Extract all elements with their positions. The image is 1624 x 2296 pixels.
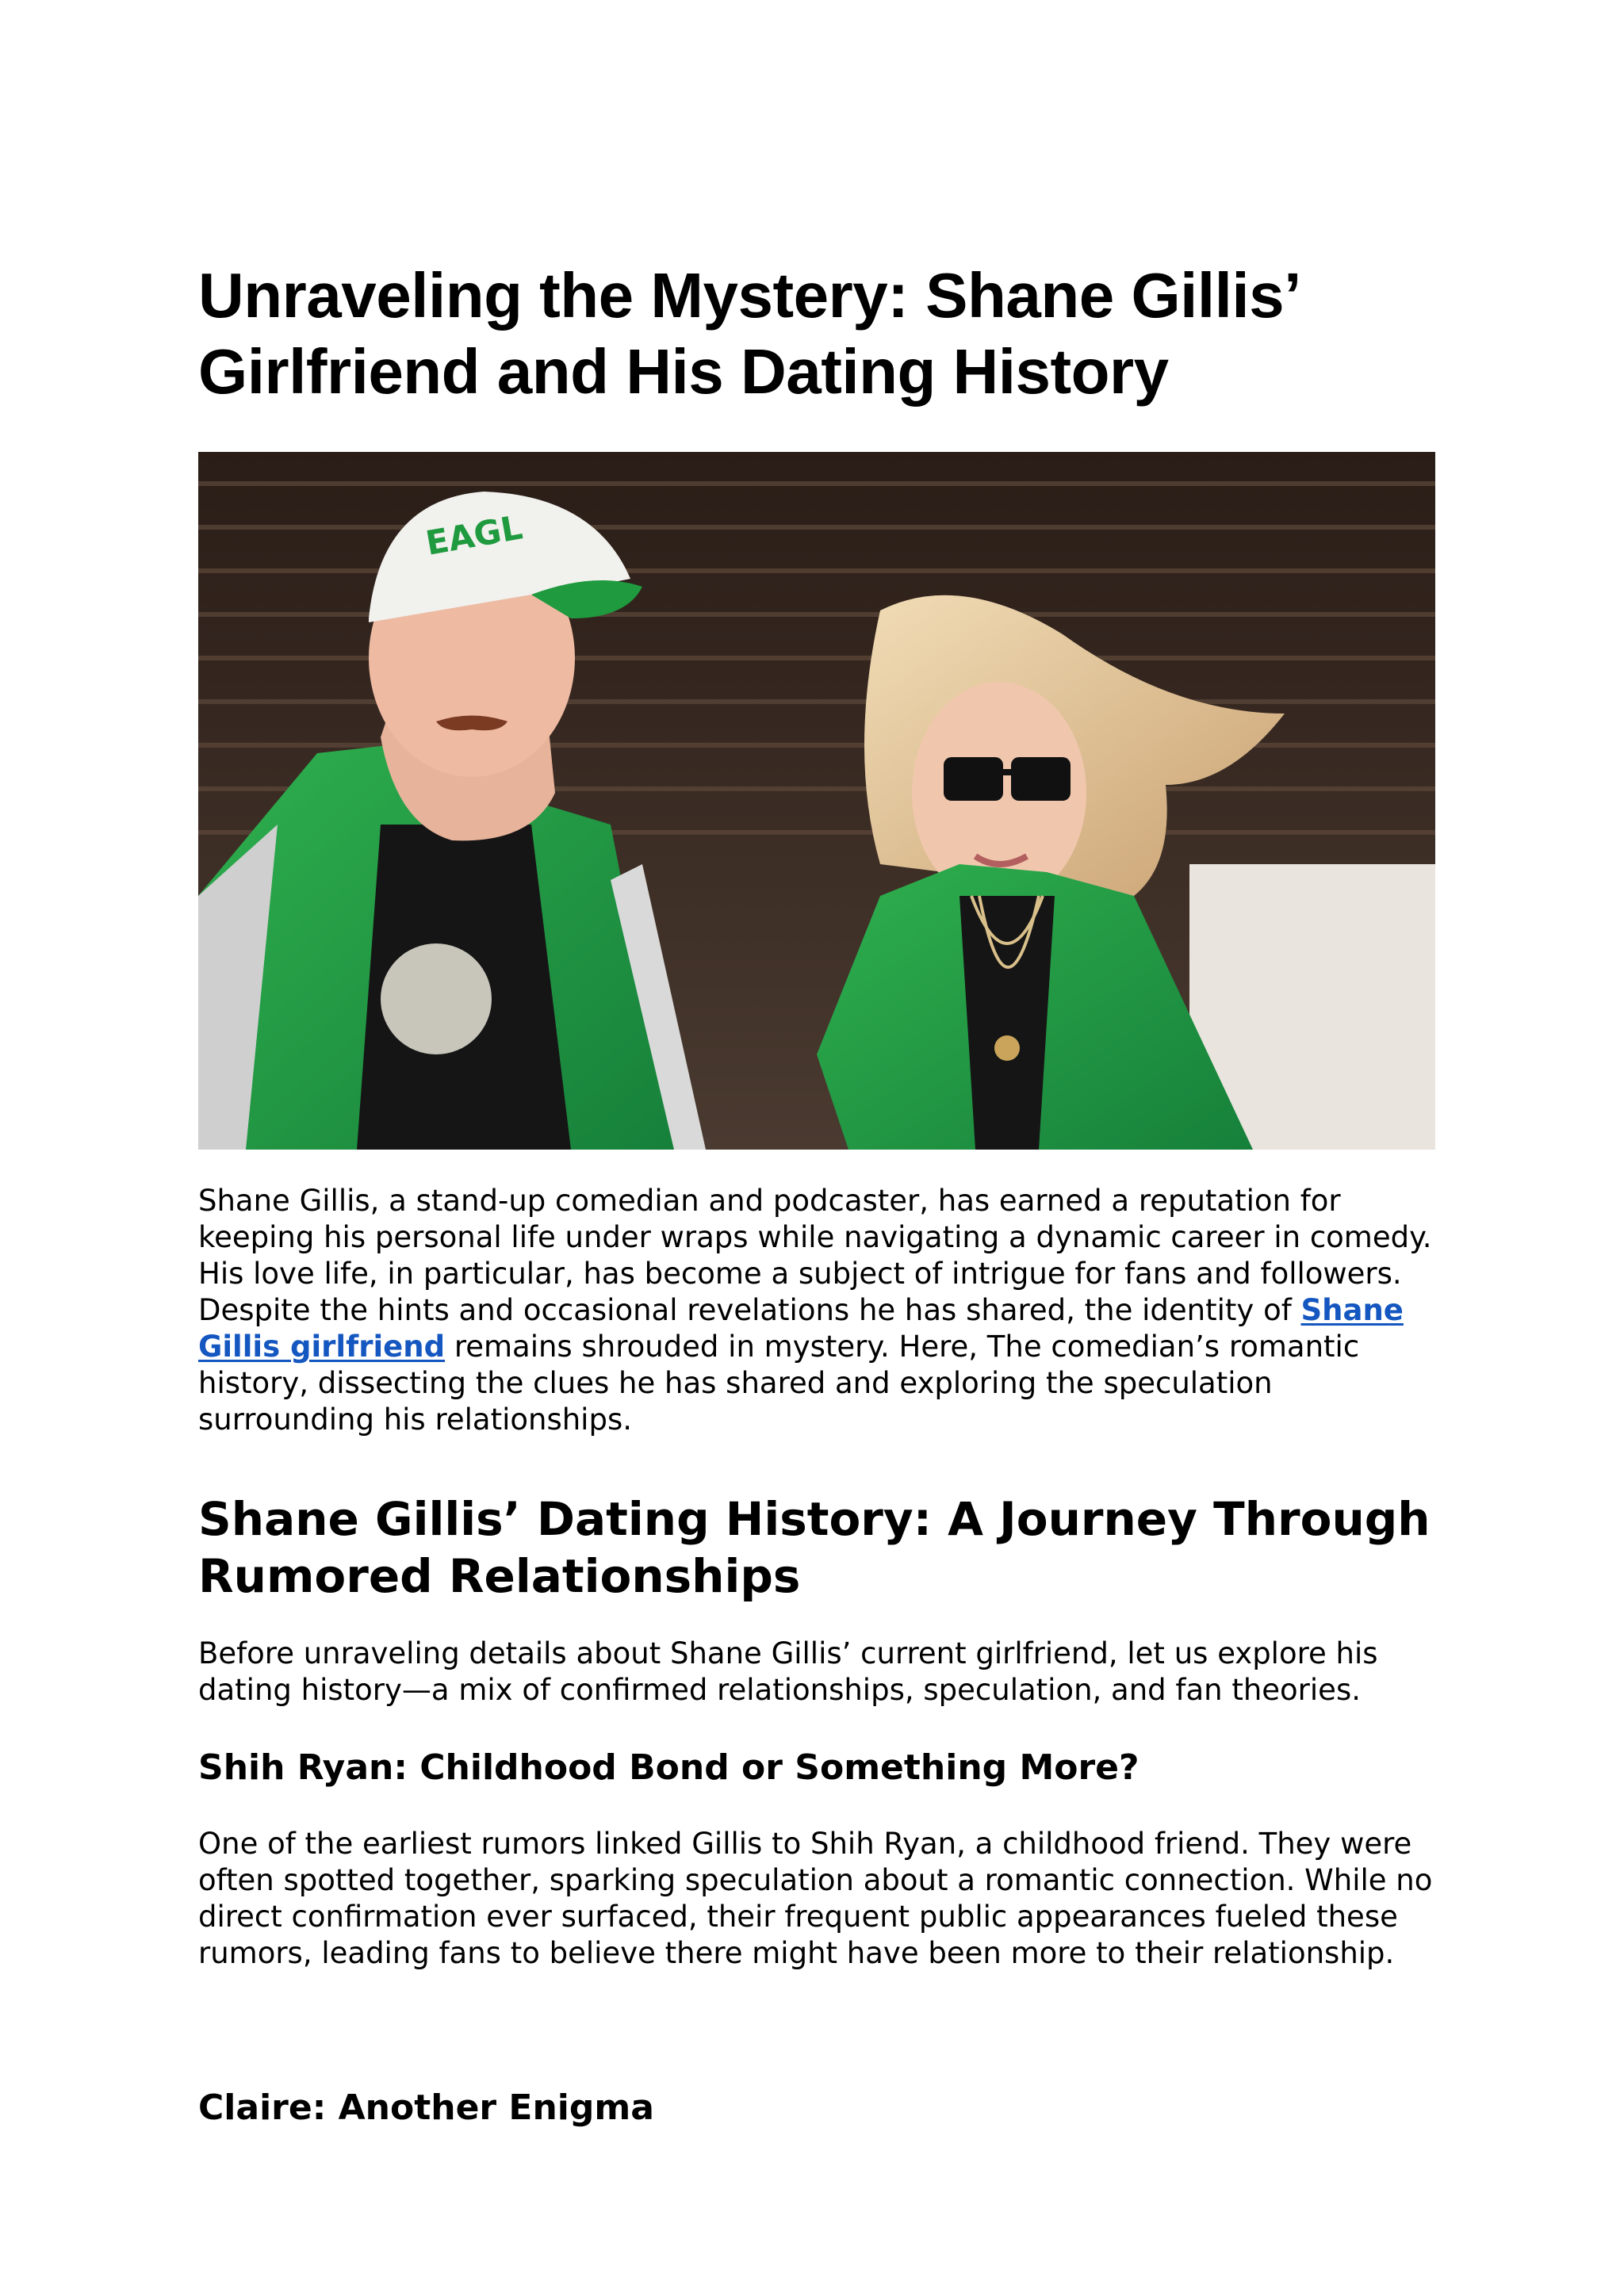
- section-heading-dating-history: Shane Gillis’ Dating History: A Journey Through Rumored Relationships: [198, 1492, 1431, 1603]
- subheading-claire: Claire: Another Enigma: [198, 2087, 654, 2128]
- page-title: Unraveling the Mystery: Shane Gillis’ Girlfriend and His Dating History: [198, 260, 1298, 407]
- svg-text:EAGL: EAGL: [423, 507, 526, 563]
- shih-ryan-paragraph: One of the earliest rumors linked Gillis to Shih Ryan, a childhood friend. They were often spotted together, sparking speculation about a romantic connection. While no direct confirmation ever surfaced, their frequent public appearances fueled these rumors, leading fans to believe there might have been more to their relationship.: [198, 1827, 1433, 1970]
- intro-text-after-link: remains shrouded in mystery. Here, The comedian’s romantic history, dissecting the clues he has shared and exploring the speculation surrounding his relationships.: [198, 1330, 1360, 1437]
- intro-text-before-link: Shane Gillis, a stand-up comedian and podcaster, has earned a reputation for keeping his personal life under wraps while navigating a dynamic career in comedy. His love life, in particular, has become a subject of intrigue for fans and followers. Despite the hints and occasional revelations he has shared, the identity of: [198, 1184, 1432, 1327]
- shane-gillis-girlfriend-link[interactable]: Shane Gillis girlfriend: [198, 1293, 1404, 1364]
- intro-paragraph: [198, 1183, 1435, 1438]
- section-intro-paragraph: Before unraveling details about Shane Gillis’ current girlfriend, let us explore his dating history—a mix of confirmed relationships, speculation, and fan theories.: [198, 1636, 1378, 1707]
- subheading-shih-ryan: Shih Ryan: Childhood Bond or Something More?: [198, 1747, 1139, 1788]
- hero-image: [198, 452, 1435, 1150]
